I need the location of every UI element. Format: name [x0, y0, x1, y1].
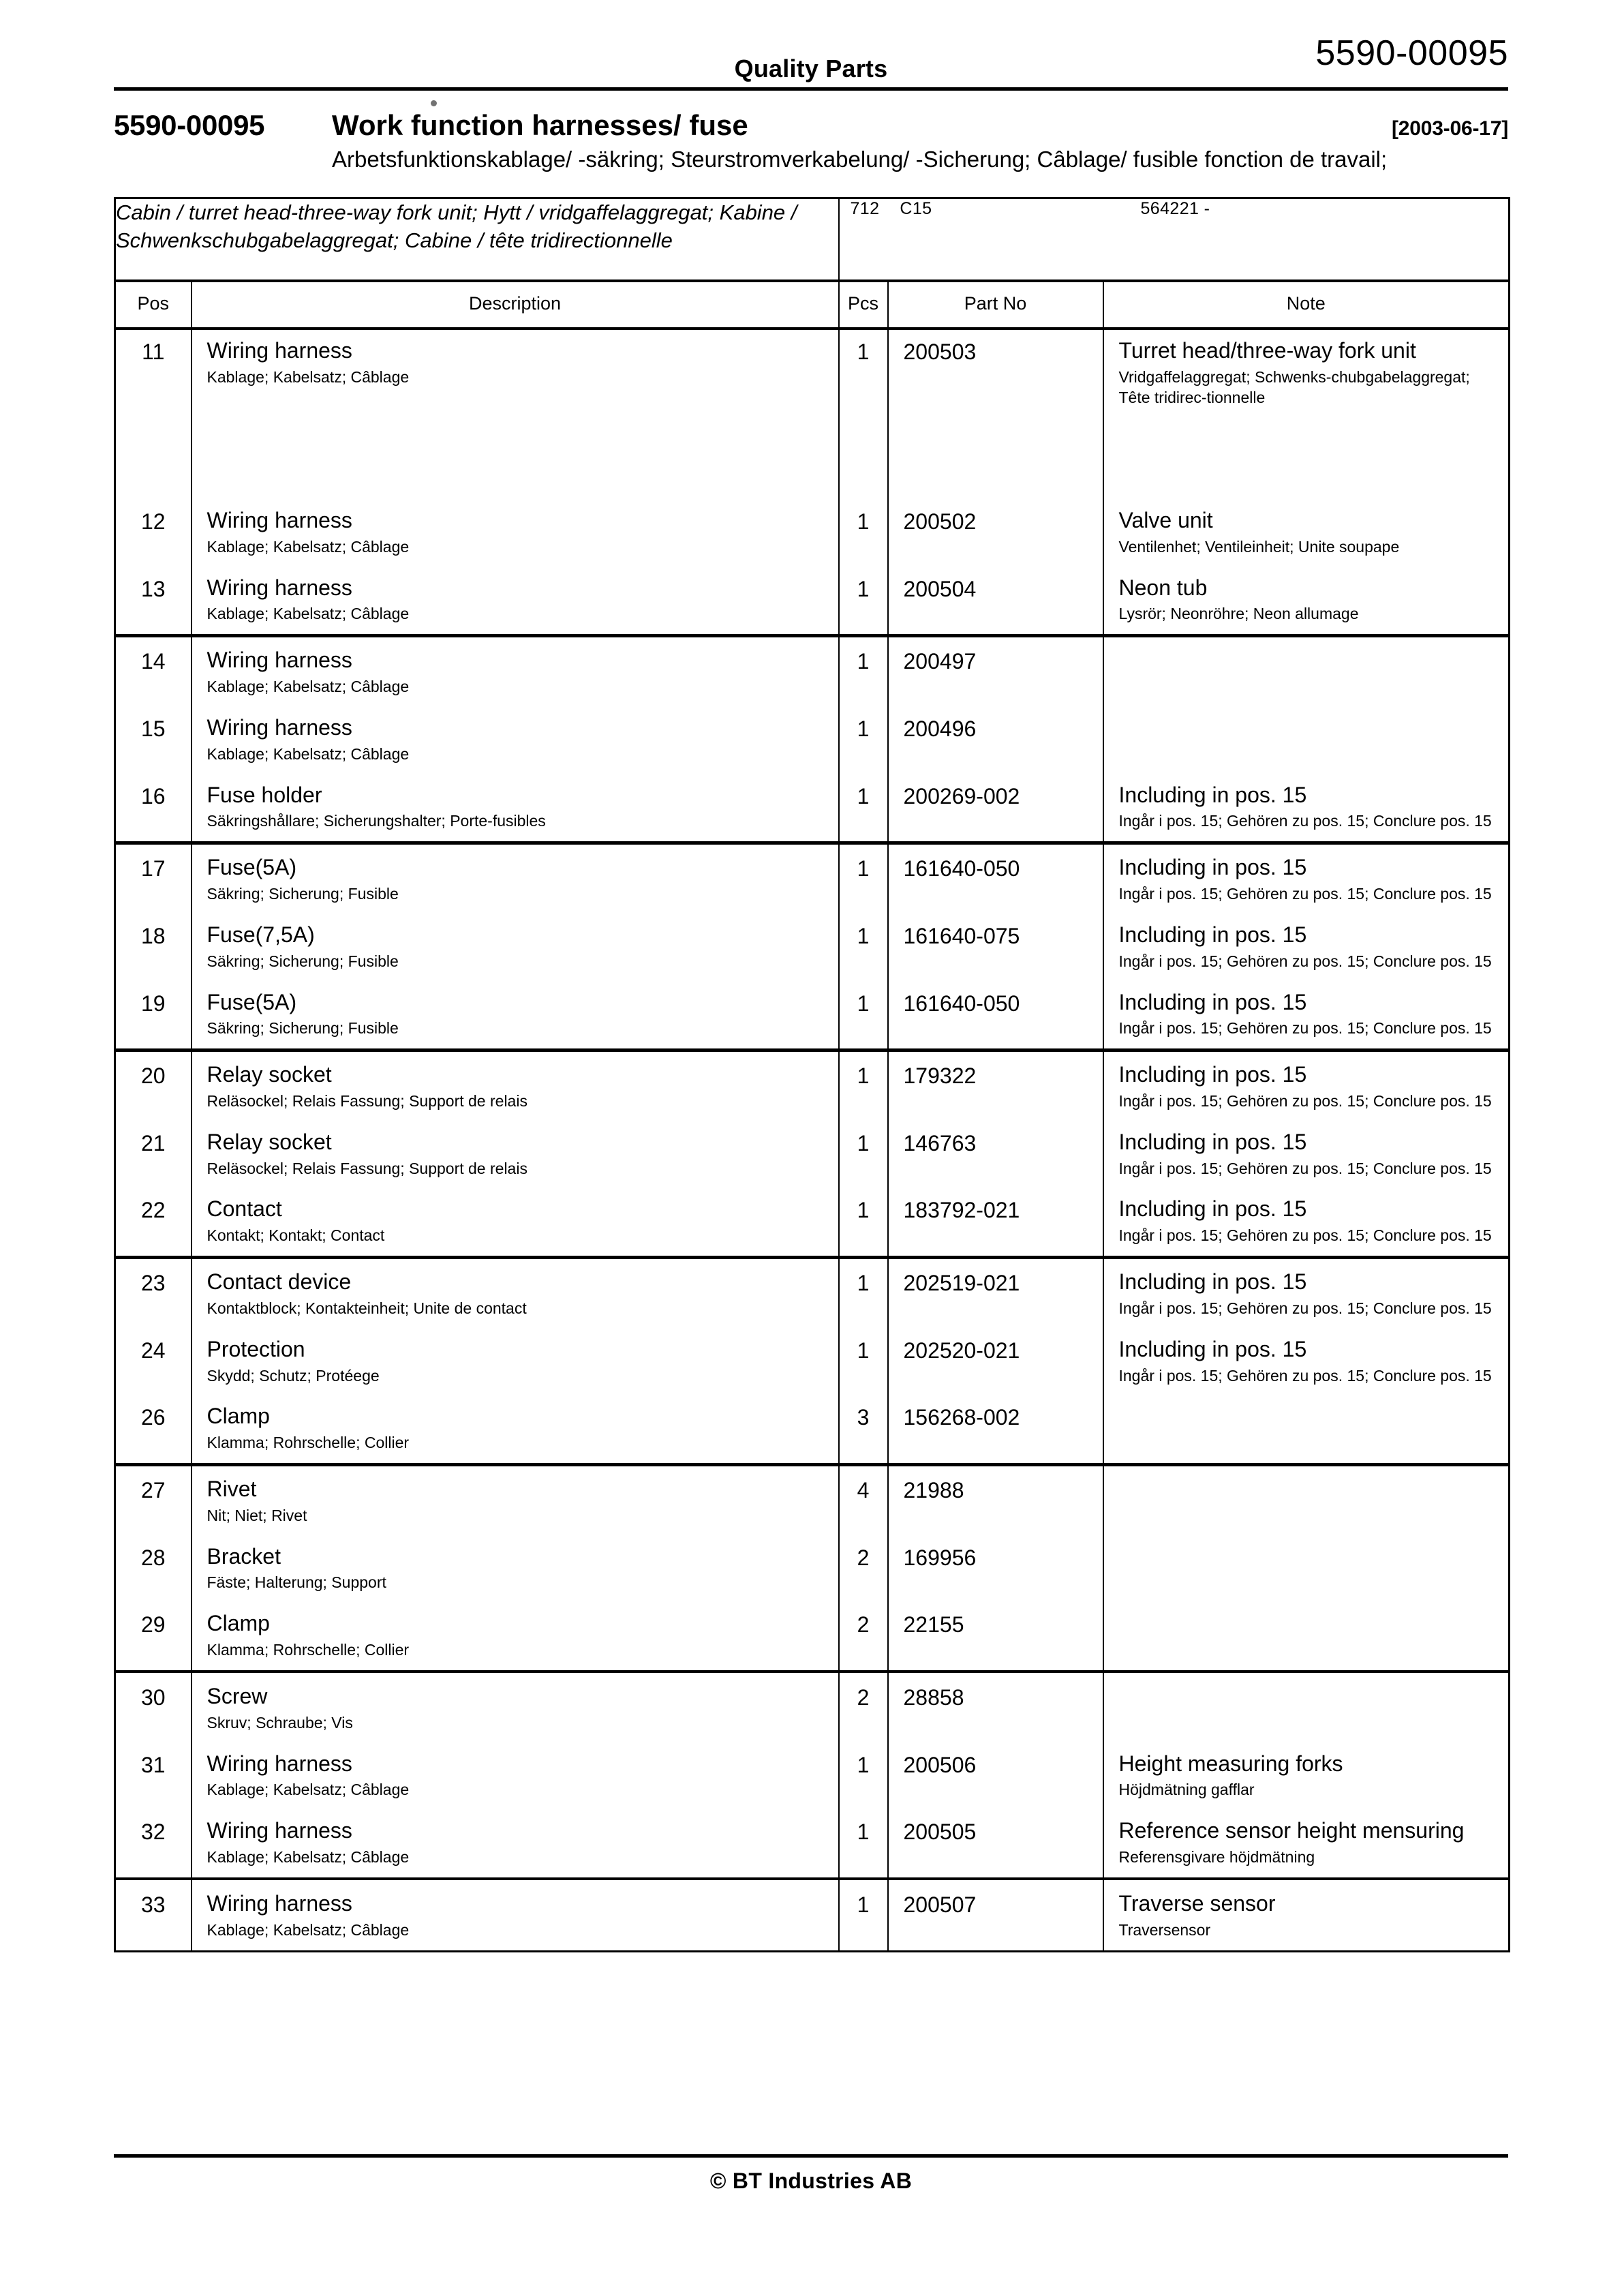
row-note-primary: Turret head/three-way fork unit	[1118, 338, 1416, 363]
row-description-secondary: Reläsockel; Relais Fassung; Support de relais	[206, 1159, 527, 1177]
row-note	[1103, 1121, 1510, 1189]
table-row	[115, 1883, 1510, 1951]
row-note	[1103, 1883, 1510, 1951]
row-description-primary: Fuse holder	[206, 782, 322, 807]
title-subtitle: Arbetsfunktionskablage/ -säkring; Steurstromverkabelung/ -Sicherung; Câblage/ fusible fonction de travail;	[332, 146, 1388, 172]
table-row	[115, 847, 1510, 914]
row-description	[192, 500, 839, 567]
row-part-no: 161640-075	[888, 914, 1103, 982]
row-description-primary: Wiring harness	[206, 1818, 352, 1843]
row-note	[1103, 1261, 1510, 1329]
row-pcs: 1	[839, 1743, 888, 1811]
row-pcs: 4	[839, 1468, 888, 1536]
row-description-primary: Contact device	[206, 1269, 352, 1295]
row-description	[192, 329, 839, 500]
title-name	[332, 108, 1508, 142]
row-note-secondary: Ingår i pos. 15; Gehören zu pos. 15; Conclure pos. 15	[1118, 1091, 1492, 1110]
row-pos: 20	[115, 1054, 192, 1121]
row-note	[1103, 1676, 1510, 1743]
row-note	[1103, 1743, 1510, 1811]
row-description-secondary: Kablage; Kabelsatz; Câblage	[206, 678, 410, 696]
row-part-no: 200269-002	[888, 774, 1103, 843]
row-pos: 31	[115, 1743, 192, 1811]
row-note	[1103, 982, 1510, 1050]
row-note-secondary: Referensgivare höjdmätning	[1118, 1848, 1315, 1866]
row-note	[1103, 774, 1510, 843]
row-description-primary: Wiring harness	[206, 648, 352, 673]
row-pcs: 1	[839, 914, 888, 982]
row-description-secondary: Kablage; Kabelsatz; Câblage	[206, 1920, 410, 1939]
row-description-primary: Contact	[206, 1196, 282, 1222]
row-description-secondary: Säkring; Sicherung; Fusible	[206, 885, 399, 903]
row-pcs: 1	[839, 847, 888, 914]
row-pcs: 1	[839, 500, 888, 567]
row-description	[192, 847, 839, 914]
row-note	[1103, 329, 1510, 500]
row-part-no: 21988	[888, 1468, 1103, 1536]
row-note-secondary: Ingår i pos. 15; Gehören zu pos. 15; Conclure pos. 15	[1118, 885, 1492, 903]
row-note-primary: Including in pos. 15	[1118, 1196, 1307, 1222]
row-description-secondary: Klamma; Rohrschelle; Collier	[206, 1434, 410, 1452]
row-note	[1103, 707, 1510, 774]
row-note-secondary: Ingår i pos. 15; Gehören zu pos. 15; Conclure pos. 15	[1118, 812, 1492, 830]
assembly-serial-range: 564221 -	[1140, 199, 1210, 219]
page-footer	[114, 2154, 1508, 2194]
row-pcs: 3	[839, 1395, 888, 1464]
row-pos: 18	[115, 914, 192, 982]
row-note	[1103, 1810, 1510, 1878]
row-description-primary: Clamp	[206, 1404, 270, 1429]
row-part-no: 200502	[888, 500, 1103, 567]
row-note-primary: Including in pos. 15	[1118, 1129, 1307, 1154]
row-description-secondary: Nit; Niet; Rivet	[206, 1506, 307, 1524]
row-part-no: 161640-050	[888, 982, 1103, 1050]
row-pos: 33	[115, 1883, 192, 1951]
table-row	[115, 567, 1510, 635]
row-pos: 16	[115, 774, 192, 843]
assembly-meta	[839, 198, 1510, 282]
row-pcs: 1	[839, 1054, 888, 1121]
row-description-secondary: Fäste; Halterung; Support	[206, 1573, 386, 1592]
row-description	[192, 1743, 839, 1811]
row-description	[192, 1054, 839, 1121]
row-description-secondary: Kablage; Kabelsatz; Câblage	[206, 1781, 410, 1799]
scan-speck-icon	[431, 100, 437, 106]
row-pcs: 2	[839, 1603, 888, 1671]
title-block	[114, 108, 1508, 174]
row-description-primary: Clamp	[206, 1611, 270, 1636]
row-pcs: 2	[839, 1676, 888, 1743]
row-pos: 11	[115, 329, 192, 500]
row-description-primary: Fuse(5A)	[206, 855, 297, 880]
row-pcs: 1	[839, 1121, 888, 1189]
row-description-primary: Rivet	[206, 1477, 257, 1502]
row-part-no: 200507	[888, 1883, 1103, 1951]
row-note-primary: Valve unit	[1118, 508, 1213, 533]
table-row	[115, 1810, 1510, 1878]
row-description	[192, 1883, 839, 1951]
table-row	[115, 1261, 1510, 1329]
row-part-no: 156268-002	[888, 1395, 1103, 1464]
row-description-primary: Screw	[206, 1683, 268, 1708]
row-pos: 15	[115, 707, 192, 774]
row-description	[192, 1329, 839, 1396]
row-description-secondary: Kablage; Kabelsatz; Câblage	[206, 537, 410, 556]
row-note-secondary: Ingår i pos. 15; Gehören zu pos. 15; Conclure pos. 15	[1118, 1019, 1492, 1038]
column-header-description: Description	[192, 281, 839, 329]
row-pos: 23	[115, 1261, 192, 1329]
row-part-no: 202520-021	[888, 1329, 1103, 1396]
row-pos: 29	[115, 1603, 192, 1671]
parts-table	[114, 197, 1510, 1952]
table-row	[115, 1188, 1510, 1256]
row-note	[1103, 1188, 1510, 1256]
row-description-secondary: Kablage; Kabelsatz; Câblage	[206, 744, 410, 763]
row-note-secondary: Höjdmätning gafflar	[1118, 1781, 1255, 1799]
row-pcs: 1	[839, 1329, 888, 1396]
row-pos: 12	[115, 500, 192, 567]
row-pos: 30	[115, 1676, 192, 1743]
table-row	[115, 1743, 1510, 1811]
row-pcs: 1	[839, 1188, 888, 1256]
row-pos: 26	[115, 1395, 192, 1464]
row-pcs: 1	[839, 1261, 888, 1329]
row-part-no: 183792-021	[888, 1188, 1103, 1256]
row-note-primary: Including in pos. 15	[1118, 1269, 1307, 1295]
row-description	[192, 1121, 839, 1189]
title-name-text: Work function harnesses/ fuse	[332, 109, 748, 141]
row-description-primary: Wiring harness	[206, 1890, 352, 1916]
row-part-no: 200497	[888, 639, 1103, 707]
row-description	[192, 914, 839, 982]
row-note-primary: Including in pos. 15	[1118, 989, 1307, 1014]
row-description	[192, 567, 839, 635]
row-note-secondary: Ingår i pos. 15; Gehören zu pos. 15; Conclure pos. 15	[1118, 1299, 1492, 1317]
row-description-secondary: Kontaktblock; Kontakteinheit; Unite de contact	[206, 1299, 527, 1317]
row-description-secondary: Säkring; Sicherung; Fusible	[206, 952, 399, 970]
row-pcs: 1	[839, 707, 888, 774]
row-note-primary: Neon tub	[1118, 575, 1208, 600]
column-header-pcs: Pcs	[839, 281, 888, 329]
column-header-row	[115, 281, 1510, 329]
row-note-secondary: Vridgaffelaggregat; Schwenks-chubgabelaggregat; Tête tridirec-tionnelle	[1118, 368, 1470, 407]
row-pos: 27	[115, 1468, 192, 1536]
row-description	[192, 774, 839, 843]
row-pcs: 1	[839, 329, 888, 500]
row-note-secondary: Ingår i pos. 15; Gehören zu pos. 15; Conclure pos. 15	[1118, 1366, 1492, 1385]
row-description-secondary: Kablage; Kabelsatz; Câblage	[206, 368, 410, 387]
table-row	[115, 329, 1510, 500]
row-part-no: 161640-050	[888, 847, 1103, 914]
row-description-primary: Bracket	[206, 1543, 281, 1569]
footer-copyright: © BT Industries AB	[709, 2169, 913, 2193]
row-description-primary: Wiring harness	[206, 1751, 352, 1776]
footer-rule	[114, 2154, 1508, 2158]
row-pcs: 1	[839, 639, 888, 707]
row-description	[192, 639, 839, 707]
row-note-primary: Including in pos. 15	[1118, 1336, 1307, 1361]
row-note-primary: Including in pos. 15	[1118, 855, 1307, 880]
row-pos: 32	[115, 1810, 192, 1878]
row-note	[1103, 1054, 1510, 1121]
row-pcs: 1	[839, 774, 888, 843]
row-note	[1103, 1329, 1510, 1396]
row-description-primary: Wiring harness	[206, 338, 352, 363]
row-spacer	[207, 388, 838, 490]
row-description-secondary: Säkringshållare; Sicherungshalter; Porte-fusibles	[206, 812, 546, 830]
row-note-secondary: Lysrör; Neonröhre; Neon allumage	[1118, 605, 1359, 623]
table-row	[115, 774, 1510, 843]
row-pos: 22	[115, 1188, 192, 1256]
row-note	[1103, 1536, 1510, 1603]
row-part-no: 200503	[888, 329, 1103, 500]
row-pos: 14	[115, 639, 192, 707]
table-row	[115, 707, 1510, 774]
running-head	[114, 0, 1508, 82]
row-part-no: 179322	[888, 1054, 1103, 1121]
row-pos: 19	[115, 982, 192, 1050]
table-row	[115, 914, 1510, 982]
table-row	[115, 1603, 1510, 1671]
row-description	[192, 1468, 839, 1536]
row-pcs: 1	[839, 567, 888, 635]
row-note-primary: Height measuring forks	[1118, 1751, 1343, 1776]
table-row	[115, 1676, 1510, 1743]
row-pos: 28	[115, 1536, 192, 1603]
row-note	[1103, 500, 1510, 567]
row-pcs: 1	[839, 1883, 888, 1951]
table-row	[115, 1536, 1510, 1603]
row-description-primary: Wiring harness	[206, 715, 352, 740]
row-part-no: 200504	[888, 567, 1103, 635]
row-pos: 24	[115, 1329, 192, 1396]
row-description	[192, 1676, 839, 1743]
row-description-secondary: Skruv; Schraube; Vis	[206, 1713, 353, 1732]
table-row	[115, 500, 1510, 567]
row-description-secondary: Kablage; Kabelsatz; Câblage	[206, 605, 410, 623]
row-description-primary: Wiring harness	[206, 508, 352, 533]
row-note	[1103, 1603, 1510, 1671]
row-note	[1103, 1395, 1510, 1464]
row-note-secondary: Ingår i pos. 15; Gehören zu pos. 15; Conclure pos. 15	[1118, 952, 1492, 970]
row-description	[192, 1395, 839, 1464]
row-part-no: 200506	[888, 1743, 1103, 1811]
table-row	[115, 982, 1510, 1050]
column-header-part-no: Part No	[888, 281, 1103, 329]
row-part-no: 28858	[888, 1676, 1103, 1743]
parts-table-body	[115, 198, 1510, 1951]
table-row	[115, 1395, 1510, 1464]
running-head-title: Quality Parts	[734, 55, 888, 82]
row-note	[1103, 639, 1510, 707]
row-part-no: 202519-021	[888, 1261, 1103, 1329]
column-header-note: Note	[1103, 281, 1510, 329]
table-row	[115, 1468, 1510, 1536]
row-note-primary: Traverse sensor	[1118, 1890, 1276, 1916]
title-row	[114, 108, 1508, 142]
row-description	[192, 1603, 839, 1671]
row-description-primary: Relay socket	[206, 1129, 332, 1154]
title-code: 5590-00095	[114, 109, 265, 141]
table-row	[115, 1329, 1510, 1396]
row-description-primary: Relay socket	[206, 1062, 332, 1087]
row-description-primary: Protection	[206, 1336, 305, 1361]
row-description	[192, 1261, 839, 1329]
table-row	[115, 1054, 1510, 1121]
row-part-no: 200496	[888, 707, 1103, 774]
table-row	[115, 1121, 1510, 1189]
row-note	[1103, 1468, 1510, 1536]
row-description-primary: Fuse(7,5A)	[206, 922, 315, 947]
row-description	[192, 982, 839, 1050]
row-description-secondary: Reläsockel; Relais Fassung; Support de relais	[206, 1091, 527, 1110]
column-header-pos: Pos	[115, 281, 192, 329]
row-description	[192, 1188, 839, 1256]
row-note-primary: Including in pos. 15	[1118, 1062, 1307, 1087]
assembly-model-variant: C15	[900, 199, 932, 219]
row-note-secondary: Ventilenhet; Ventileinheit; Unite soupape	[1118, 537, 1400, 556]
assembly-band-row	[115, 198, 1510, 282]
row-description-secondary: Klamma; Rohrschelle; Collier	[206, 1641, 410, 1659]
running-head-document-code: 5590-00095	[1315, 33, 1508, 73]
row-note	[1103, 567, 1510, 635]
row-description	[192, 1810, 839, 1878]
row-part-no: 22155	[888, 1603, 1103, 1671]
row-note-primary: Reference sensor height mensuring	[1118, 1818, 1465, 1843]
row-description-secondary: Kablage; Kabelsatz; Câblage	[206, 1848, 410, 1866]
row-note-secondary: Traversensor	[1118, 1920, 1211, 1939]
row-part-no: 146763	[888, 1121, 1103, 1189]
row-pcs: 1	[839, 982, 888, 1050]
row-pos: 13	[115, 567, 192, 635]
row-note-secondary: Ingår i pos. 15; Gehören zu pos. 15; Conclure pos. 15	[1118, 1159, 1492, 1177]
row-note	[1103, 914, 1510, 982]
row-pos: 21	[115, 1121, 192, 1189]
row-description-secondary: Kontakt; Kontakt; Contact	[206, 1226, 385, 1245]
row-pcs: 2	[839, 1536, 888, 1603]
header-rule	[114, 87, 1508, 91]
row-pcs: 1	[839, 1810, 888, 1878]
assembly-model	[840, 199, 1066, 219]
row-description-secondary: Säkring; Sicherung; Fusible	[206, 1019, 399, 1038]
row-description-secondary: Skydd; Schutz; Protéege	[206, 1366, 380, 1385]
row-note-secondary: Ingår i pos. 15; Gehören zu pos. 15; Conclure pos. 15	[1118, 1226, 1492, 1245]
assembly-model-code: 712	[850, 199, 880, 219]
row-description-primary: Wiring harness	[206, 575, 352, 600]
row-description	[192, 707, 839, 774]
row-part-no: 200505	[888, 1810, 1103, 1878]
row-pos: 17	[115, 847, 192, 914]
assembly-description: Cabin / turret head-three-way fork unit; Hytt / vridgaffelaggregat; Kabine / Schwenkschubgabelaggregat; Cabine / tête tridirectionnelle	[115, 198, 839, 282]
title-revision-date: [2003-06-17]	[1391, 117, 1508, 140]
row-note	[1103, 847, 1510, 914]
row-note-primary: Including in pos. 15	[1118, 922, 1307, 947]
row-description	[192, 1536, 839, 1603]
table-row	[115, 639, 1510, 707]
row-description-primary: Fuse(5A)	[206, 989, 297, 1014]
row-note-primary: Including in pos. 15	[1118, 782, 1307, 807]
row-part-no: 169956	[888, 1536, 1103, 1603]
